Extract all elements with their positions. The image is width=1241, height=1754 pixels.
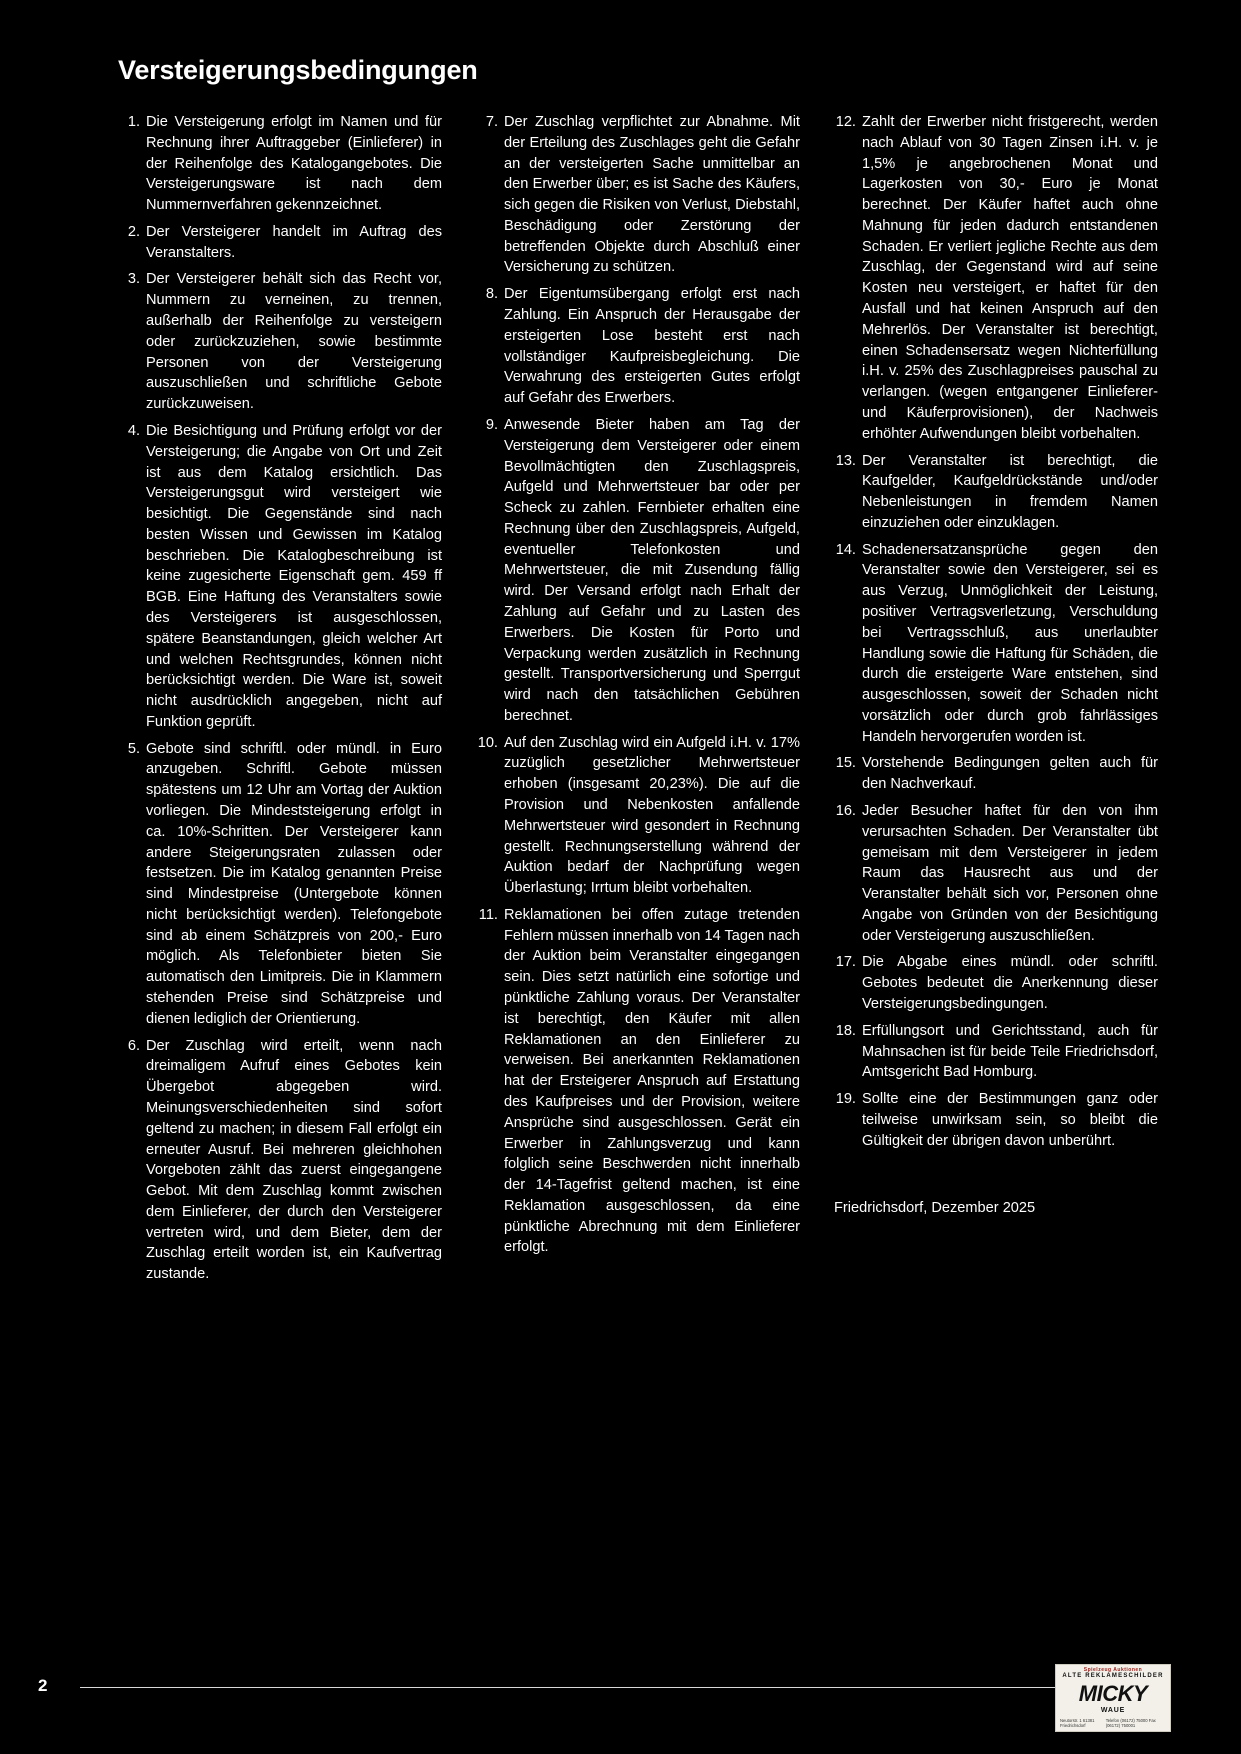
- list-item: [476, 905, 800, 1258]
- company-logo: [1055, 1664, 1171, 1732]
- list-item: [834, 952, 1158, 1014]
- list-item-number: 6.: [127, 1037, 140, 1054]
- list-item: [476, 733, 800, 899]
- list-item-text: Der Veranstalter ist berechtigt, die Kaufgelder, Kaufgeldrückstände und/oder Nebenleistungen in fremdem Namen einzuziehen oder einzuklagen.: [862, 452, 1158, 531]
- page-number: 2: [38, 1676, 48, 1695]
- list-item-number: 15.: [835, 755, 856, 772]
- terms-list-3: [834, 112, 1158, 1152]
- list-item-text: Anwesende Bieter haben am Tag der Versteigerung dem Versteigerer oder einem Bevollmächtigten den Zuschlagspreis, Aufgeld und Mehrwertsteuer bar oder per Scheck zu zahlen. Fernbieter erhalten eine Rechnung über den Zuschlagspreis, Aufgeld, eventueller Telefonkosten und Mehrwertsteuer, die mit Zusendung fällig wird. Der Versand erfolgt nach Erhalt der Zahlung auf Gefahr und zu Lasten des Erwerbers. Die Kosten für Porto und Verpackung werden zusätzlich in Rechnung gestellt. Transportversicherung und Sperrgut wird nach den tatsächlichen Gebühren berechnet.: [504, 416, 800, 724]
- logo-top-text: Spielzeug Auktionen: [1083, 1667, 1143, 1673]
- list-item: [834, 801, 1158, 946]
- list-item: [834, 1089, 1158, 1151]
- list-item-text: Der Versteigerer behält sich das Recht vor, Nummern zu verneinen, zu trennen, außerhalb der Reihenfolge zu versteigern oder zurückzuziehen, sowie bestimmte Personen von der Versteigerung auszuschließen und schriftliche Gebote zurückzuweisen.: [146, 271, 442, 413]
- list-item: [834, 451, 1158, 534]
- list-item-text: Der Eigentumsübergang erfolgt erst nach Zahlung. Ein Anspruch der Herausgabe der ersteigerten Lose besteht erst nach vollständiger Kaufpreisbegleichung. Die Verwahrung des ersteigerten Gutes erfolgt auf Gefahr des Erwerbers.: [504, 286, 800, 407]
- list-item-text: Vorstehende Bedingungen gelten auch für den Nachverkauf.: [862, 755, 1158, 793]
- logo-contact-block: [1056, 1718, 1170, 1728]
- list-item-text: Der Zuschlag wird erteilt, wenn nach dreimaligem Aufruf eines Gebotes kein Übergebot abgegeben wird. Meinungsverschiedenheiten sind sofort geltend zu machen; in diesem Fall erfolgt ein erneuter Ausruf. Bei mehreren gleichhohen Vorgeboten zählt das zuerst eingegangene Gebot. Mit dem Zuschlag kommt zwischen dem Einlieferer, der durch den Versteigerer vertreten wird, und dem Bieter, dem der Zuschlag erteilt worden ist, ein Kaufvertrag zustande.: [146, 1037, 442, 1283]
- list-item: [118, 1036, 442, 1285]
- list-item-number: 7.: [485, 114, 498, 130]
- list-item-number: 17.: [835, 954, 856, 971]
- list-item-number: 16.: [835, 803, 856, 819]
- logo-address: Neutorstr. 1 61381 Friedrichsdorf: [1060, 1718, 1095, 1728]
- logo-wordmark: MICKY: [1078, 1681, 1148, 1706]
- list-item: [476, 415, 800, 727]
- list-item-number: 19.: [835, 1091, 856, 1108]
- terms-column-2: [476, 112, 800, 1291]
- list-item: [834, 540, 1158, 748]
- list-item-number: 1.: [127, 114, 140, 130]
- list-item-number: 5.: [127, 740, 140, 757]
- list-item-number: 11.: [478, 906, 498, 923]
- footer-divider: [80, 1687, 1061, 1688]
- list-item-text: Sollte eine der Bestimmungen ganz oder teilweise unwirksam sein, so bleibt die Gültigkeit der übrigen davon unberührt.: [862, 1091, 1158, 1149]
- list-item: [118, 421, 442, 733]
- list-item-text: Zahlt der Erwerber nicht fristgerecht, werden nach Ablauf von 30 Tagen Zinsen i.H. v. je 1,5% je angebrochenen Monat und Lagerkosten von 30,- Euro je Monat berechnet. Der Käufer haftet auch ohne Mahnung für jeden dadurch entstandenen Schaden. Er verliert jegliche Rechte aus dem Zuschlag, der Gegenstand wird auf seine Kosten neu versteigert, er haftet für den Ausfall und hat keinen Anspruch auf den Mehrerlös. Der Veranstalter ist berechtigt, einen Schadensersatz wegen Nichterfüllung i.H. v. 25% des Zuschlagpreises pauschal zu verlangen. (wegen entgangener Einlieferer- und Käuferprovisionen), der Nachweis erhöhter Aufwendungen bleibt vorbehalten.: [862, 114, 1158, 442]
- list-item-text: Die Besichtigung und Prüfung erfolgt vor der Versteigerung; die Angabe von Ort und Zeit ist aus dem Katalog ersichtlich. Das Versteigerungsgut wird versteigert wie besichtigt. Die Gegenstände sind nach besten Wissen und Gewissen im Katalog beschrieben. Die Katalogbeschreibung ist keine zugesicherte Eigenschaft gem. 459 ff BGB. Eine Haftung des Veranstalters sowie des Versteigerers ist ausgeschlossen, spätere Beanstandungen, gleich welcher Art und welchen Rechtsgrundes, können nicht berücksichtigt werden. Die Ware ist, soweit nicht ausdrücklich angegeben, nicht auf Funktion geprüft.: [146, 422, 442, 730]
- terms-column-3: [834, 112, 1158, 1291]
- list-item-number: 4.: [127, 422, 140, 439]
- terms-column-1: [118, 112, 442, 1291]
- list-item: [834, 112, 1158, 445]
- terms-list-2: [476, 112, 800, 1258]
- list-item: [118, 739, 442, 1030]
- list-item-number: 12.: [835, 114, 856, 130]
- list-item: [118, 269, 442, 414]
- list-item-text: Gebote sind schriftl. oder mündl. in Euro anzugeben. Schriftl. Gebote müssen spätestens um 12 Uhr am Vortag der Auktion vorliegen. Die Mindeststeigerung erfolgt in ca. 10%-Schritten. Der Versteigerer kann andere Steigerungsraten zulassen oder festsetzen. Die im Katalog genannten Preise sind Mindestpreise (Untergebote können nicht berücksichtigt werden). Telefongebote sind ab einem Schätzpreis von 200,- Euro möglich. Als Telefonbieter bieten Sie automatisch den Limitpreis. Die in Klammern stehenden Preise sind Schätzpreise und dienen lediglich der Orientierung.: [146, 740, 442, 1027]
- list-item: [834, 753, 1158, 795]
- list-item-text: Der Zuschlag verpflichtet zur Abnahme. Mit der Erteilung des Zuschlages geht die Gefahr an der versteigerten Sache unmittelbar an den Erwerber über; es ist Sache des Käufers, sich gegen die Risiken von Verlust, Diebstahl, Beschädigung oder Zerstörung der betreffenden Objekte durch Abschluß einer Versicherung zu schützen.: [504, 114, 800, 276]
- list-item-text: Erfüllungsort und Gerichtsstand, auch für Mahnsachen ist für beide Teile Friedrichsdorf, Amtsgericht Bad Homburg.: [862, 1022, 1158, 1081]
- list-item-text: Schadenersatzansprüche gegen den Veranstalter sowie den Versteigerer, sei es aus Verzug, Unmöglichkeit der Leistung, positiver Vertragsverletzung, Verschuldung bei Vertragsschluß, aus unerlaubter Handlung sowie die Haftung für Schäden, die durch die ersteigerte Ware entstehen, sind ausgeschlossen, soweit der Schaden nicht vorsätzlich oder durch grob fahrlässiges Handeln hervorgerufen worden ist.: [862, 541, 1158, 745]
- list-item: [476, 284, 800, 409]
- list-item-number: 8.: [485, 286, 498, 303]
- signature-line: Friedrichsdorf, Dezember 2025: [834, 1199, 1036, 1216]
- list-item-text: Auf den Zuschlag wird ein Aufgeld i.H. v. 17% zuzüglich gesetzlicher Mehrwertsteuer erhoben (insgesamt 20,23%). Die auf die Provision und Nebenkosten anfallende Mehrwertsteuer wird gesondert in Rechnung gestellt. Rechnungserstellung während der Auktion bedarf der Nachprüfung wegen Überlastung; Irrtum bleibt vorbehalten.: [504, 734, 800, 897]
- list-item-text: Jeder Besucher haftet für den von ihm verursachten Schaden. Der Veranstalter übt gemeisam mit dem Versteigerer in jedem Raum das Hausrecht aus und der Veranstalter behält sich vor, Personen ohne Angabe von Gründen von der Besichtigung oder Versteigerung auszuschließen.: [862, 803, 1158, 944]
- list-item-number: 14.: [835, 541, 856, 558]
- list-item-text: Der Versteigerer handelt im Auftrag des Veranstalters.: [146, 223, 442, 261]
- list-item-text: Reklamationen bei offen zutage tretenden Fehlern müssen innerhalb von 14 Tagen nach der Auktion beim Veranstalter eingegangen sein. Dies setzt natürlich eine sofortige und pünktliche Zahlung voraus. Der Veranstalter ist berechtigt, den Käufer mit allen Reklamationen an den Einlieferer zu verweisen. Bei anerkannten Reklamationen hat der Ersteigerer Anspruch auf Erstattung des Kaufpreises und der Provision, weitere Ansprüche sind ausgeschlossen. Gerät ein Erwerber in Zahlungsverzug und kann folglich seine Beschwerden nicht innerhalb der 14-Tagefrist geltend machen, ist eine Reklamation ausgeschlossen, da eine pünktliche Abrechnung mit dem Einlieferer erfolgt.: [504, 906, 800, 1256]
- page-title: Versteigerungsbedingungen: [118, 55, 478, 85]
- list-item: [476, 112, 800, 278]
- list-item-number: 2.: [127, 223, 140, 240]
- logo-secondary-wordmark: WAUE: [1100, 1707, 1126, 1714]
- list-item: [834, 1021, 1158, 1083]
- list-item: [118, 222, 442, 264]
- list-item: [118, 112, 442, 216]
- list-item-number: 10.: [477, 734, 498, 751]
- logo-subtitle-text: ALTE REKLAMESCHILDER: [1062, 1673, 1164, 1679]
- terms-columns: [118, 112, 1158, 1291]
- list-item-number: 13.: [835, 452, 856, 469]
- list-item-text: Die Abgabe eines mündl. oder schriftl. Gebotes bedeutet die Anerkennung dieser Versteigerungsbedingungen.: [862, 954, 1158, 1013]
- page-footer: [0, 1634, 1241, 1754]
- logo-phone: Telefon (06172) 75000 Fax (06172) 750001: [1105, 1718, 1156, 1728]
- terms-list-1: [118, 112, 442, 1285]
- list-item-number: 3.: [127, 271, 140, 288]
- list-item-number: 9.: [485, 416, 498, 433]
- list-item-text: Die Versteigerung erfolgt im Namen und für Rechnung ihrer Auftraggeber (Einlieferer) in der Reihenfolge des Katalogangebotes. Die Versteigerungsware ist nach dem Nummernverfahren gekennzeichnet.: [146, 114, 442, 214]
- list-item-number: 18.: [835, 1022, 856, 1039]
